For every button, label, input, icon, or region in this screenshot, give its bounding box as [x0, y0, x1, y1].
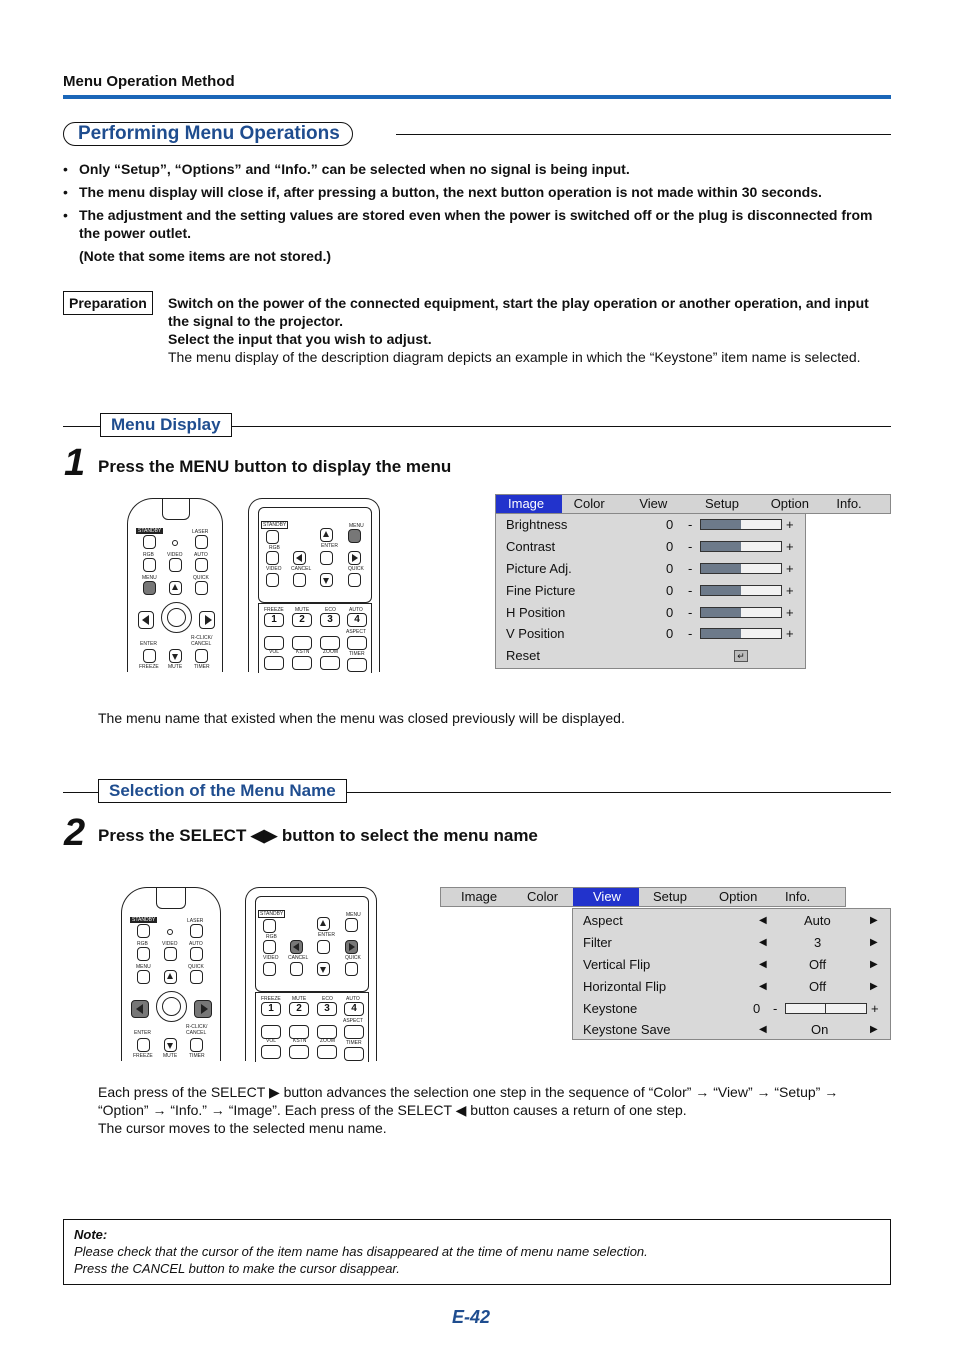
osd-row[interactable]	[573, 932, 890, 954]
caption: The menu name that existed when the menu was closed previously will be displayed.	[98, 710, 625, 726]
standby-button[interactable]	[143, 535, 156, 549]
enter-label: ENTER	[140, 641, 157, 647]
cancel-label: CANCEL	[186, 1030, 207, 1036]
vol-label: VOL	[266, 1038, 277, 1044]
eco-label: ECO	[325, 607, 336, 613]
osd-menu-bar	[440, 887, 846, 907]
rgb-label: RGB	[266, 934, 277, 940]
vol-label: VOL	[269, 649, 280, 655]
bullet-item: • Only “Setup”, “Options” and “Info.” can be selected when no signal is being input.	[63, 160, 891, 178]
number-2-button[interactable]: 2	[289, 1002, 309, 1016]
menu-label: MENU	[346, 912, 361, 918]
osd-item-value: 0	[666, 626, 674, 642]
osd-row[interactable]	[496, 601, 805, 623]
osd-tab-color[interactable]: Color	[573, 496, 605, 511]
osd-item-value: 0	[753, 1000, 761, 1016]
freeze-label: FREEZE	[139, 664, 159, 670]
laser-label: LASER	[192, 529, 209, 535]
step-instruction: Press the MENU button to display the menu	[98, 457, 452, 476]
remote-control-inner	[245, 887, 377, 1061]
step-number: 2	[64, 812, 86, 854]
left-arrow-icon	[142, 615, 149, 625]
up-button[interactable]	[320, 528, 333, 542]
osd-item-name: Keystone Save	[583, 1022, 671, 1038]
indicator-led	[167, 929, 173, 935]
osd-item-value: 0	[666, 539, 674, 555]
osd-tab-view[interactable]: View	[573, 888, 639, 906]
cancel-button[interactable]	[190, 1038, 203, 1052]
menu-label: MENU	[136, 964, 151, 970]
aspect-label: ASPECT	[343, 1018, 364, 1024]
quick-label: QUICK	[193, 575, 209, 581]
number-3-button[interactable]: 3	[320, 613, 340, 627]
osd-item-name: Contrast	[506, 539, 556, 555]
plus-sign: +	[786, 517, 794, 533]
osd-item-name: Brightness	[506, 517, 568, 533]
osd-tab-image[interactable]: Image	[496, 495, 562, 513]
caption-line: The cursor moves to the selected menu name.	[98, 1120, 387, 1136]
minus-sign: -	[688, 626, 693, 642]
osd-tab-option[interactable]: Option	[719, 889, 758, 904]
minus-sign: -	[688, 517, 693, 533]
zoom-down-button[interactable]	[320, 656, 340, 670]
osd-item-panel	[495, 514, 806, 669]
number-1-button[interactable]: 1	[264, 613, 284, 627]
freeze-label: FREEZE	[261, 996, 281, 1002]
preparation-label: Preparation	[63, 291, 153, 315]
bullet-item: • The adjustment and the setting values are stored even when the power is switched off or the plug is disconnected from the power outlet.	[63, 206, 891, 242]
kstn-label: KSTN	[296, 649, 310, 655]
step-number: 1	[64, 442, 86, 484]
standby-label: STANDBY	[263, 522, 287, 528]
standby-button[interactable]	[263, 919, 276, 933]
quick-label: QUICK	[188, 964, 204, 970]
osd-tab-color[interactable]: Color	[527, 889, 559, 904]
note-line: Press the CANCEL button to make the cursor disappear.	[74, 1261, 400, 1276]
left-arrow-icon: ◀	[759, 1024, 767, 1036]
plus-sign: +	[786, 539, 794, 555]
osd-item-name: Filter	[583, 935, 612, 951]
cancel-button[interactable]	[290, 962, 303, 976]
auto-label: AUTO	[189, 941, 203, 947]
caption	[98, 1083, 891, 1137]
note-label: Note:	[74, 1227, 108, 1242]
right-arrow-icon	[201, 1004, 208, 1014]
left-arrow-icon	[296, 554, 302, 562]
video-button[interactable]	[263, 962, 276, 976]
aspect-button[interactable]	[344, 1025, 364, 1039]
osd-item-name: H Position	[506, 604, 566, 620]
left-arrow-icon	[293, 943, 299, 951]
menu-label: MENU	[349, 523, 364, 529]
osd-item-value: 0	[666, 604, 674, 620]
enter-button[interactable]	[137, 1038, 150, 1052]
title-rule	[396, 134, 891, 135]
up-arrow-icon	[167, 973, 173, 979]
plus-sign: +	[786, 626, 794, 642]
freeze-label: FREEZE	[264, 607, 284, 613]
minus-sign: -	[688, 560, 693, 576]
menu-button[interactable]	[137, 970, 150, 984]
osd-row[interactable]	[496, 536, 805, 558]
mute-label: MUTE	[292, 996, 307, 1002]
note-line: Please check that the cursor of the item name has disappeared at the time of menu name selection.	[74, 1244, 648, 1259]
preparation-line: Switch on the power of the connected equipment, start the play operation or another operation, and input the signal to the projector.	[168, 295, 869, 329]
kstn-down-button[interactable]	[292, 656, 312, 670]
caption-line: “Option” → “Info.” → “Image”. Each press of the SELECT ◀ button causes a return of one step.	[98, 1102, 687, 1118]
osd-slider[interactable]	[785, 1003, 867, 1014]
standby-label: STANDBY	[260, 911, 284, 917]
timer-label: TIMER	[194, 664, 210, 670]
osd-item-value: 0	[666, 582, 674, 598]
remote-emitter	[162, 498, 190, 520]
indicator-led	[172, 540, 178, 546]
menu-button[interactable]	[143, 581, 156, 595]
zoom-label: ZOOM	[323, 649, 338, 655]
down-arrow-icon	[323, 578, 329, 584]
header-rule	[63, 95, 891, 99]
osd-row[interactable]	[496, 623, 805, 645]
timer-button[interactable]	[347, 658, 367, 672]
video-button[interactable]	[164, 947, 177, 961]
timer-label: TIMER	[349, 651, 365, 657]
left-arrow-icon: ◀	[759, 958, 767, 970]
down-button[interactable]	[164, 1038, 177, 1052]
osd-item-name: Horizontal Flip	[583, 978, 667, 994]
kstn-up-button[interactable]	[292, 636, 312, 650]
enter-label: ENTER	[318, 932, 335, 938]
osd-tab-info[interactable]: Info.	[836, 496, 862, 511]
select-right-button[interactable]	[194, 1000, 212, 1018]
timer-label: TIMER	[189, 1053, 205, 1059]
osd-item-name: Vertical Flip	[583, 956, 651, 972]
video-button[interactable]	[169, 558, 182, 572]
number-1-button[interactable]: 1	[261, 1002, 281, 1016]
left-button[interactable]	[293, 551, 306, 565]
aspect-button[interactable]	[347, 636, 367, 650]
osd-item-panel	[572, 908, 891, 1040]
right-arrow-icon	[205, 615, 212, 625]
rgb-label: RGB	[269, 545, 280, 551]
osd-tab-image[interactable]: Image	[461, 889, 498, 904]
minus-sign: -	[773, 1000, 778, 1016]
select-right-button[interactable]	[345, 940, 358, 954]
timer-label: TIMER	[346, 1040, 362, 1046]
mute-label: MUTE	[168, 664, 183, 670]
osd-tab-view[interactable]: View	[639, 496, 668, 511]
osd-item-value: 0	[666, 517, 674, 533]
minus-sign: -	[688, 604, 693, 620]
rgb-label: RGB	[143, 552, 154, 558]
rgb-button[interactable]	[143, 558, 156, 572]
rgb-button[interactable]	[263, 940, 276, 954]
zoom-up-button[interactable]	[320, 636, 340, 650]
right-arrow-icon: ▶	[870, 980, 878, 992]
down-arrow-icon	[172, 654, 178, 660]
osd-row[interactable]	[573, 910, 890, 932]
osd-item-value: 3	[814, 935, 822, 951]
cancel-button[interactable]	[195, 649, 208, 663]
osd-menu-bar	[495, 494, 891, 514]
osd-item-value: Auto	[804, 913, 831, 929]
down-button[interactable]	[169, 649, 182, 663]
right-button[interactable]	[348, 551, 361, 565]
kstn-up-button[interactable]	[289, 1025, 309, 1039]
right-arrow-icon: ▶	[870, 937, 878, 949]
auto-label: AUTO	[349, 607, 363, 613]
select-left-button[interactable]	[290, 940, 303, 954]
quick-button[interactable]	[348, 573, 361, 587]
osd-item-name: Aspect	[583, 913, 623, 929]
auto-label: AUTO	[346, 996, 360, 1002]
enter-button[interactable]	[143, 649, 156, 663]
left-arrow-icon: ◀	[759, 915, 767, 927]
page-number: E-42	[452, 1307, 491, 1327]
osd-item-value: Off	[809, 978, 827, 994]
vol-down-button[interactable]	[261, 1045, 281, 1059]
osd-tab-setup[interactable]: Setup	[705, 496, 739, 511]
osd-row[interactable]	[573, 954, 890, 976]
osd-item-name: Keystone	[583, 1000, 638, 1016]
left-arrow-icon: ◀	[759, 937, 767, 949]
freeze-label: FREEZE	[133, 1053, 153, 1059]
osd-slider[interactable]	[700, 585, 782, 596]
osd-slider[interactable]	[700, 541, 782, 552]
right-arrow-icon: ▶	[870, 1024, 878, 1036]
standby-label: STANDBY	[138, 528, 162, 534]
timer-button[interactable]	[344, 1047, 364, 1061]
osd-row[interactable]	[496, 558, 805, 580]
video-label: VIDEO	[263, 955, 279, 961]
enter-label: ENTER	[134, 1030, 151, 1036]
left-arrow-icon	[136, 1004, 143, 1014]
vol-up-button[interactable]	[264, 636, 284, 650]
auto-button[interactable]	[195, 558, 208, 572]
zoom-label: ZOOM	[320, 1038, 335, 1044]
remote-control-front	[127, 498, 223, 672]
left-button[interactable]	[138, 611, 154, 629]
osd-slider[interactable]	[700, 628, 782, 639]
rgb-button[interactable]	[266, 551, 279, 565]
osd-tab-option[interactable]: Option	[770, 496, 809, 511]
quick-button[interactable]	[195, 581, 208, 595]
aspect-label: ASPECT	[346, 629, 367, 635]
cancel-label: CANCEL	[191, 641, 212, 647]
down-arrow-icon	[320, 967, 326, 973]
osd-item-name: Reset	[506, 648, 540, 664]
up-arrow-icon	[172, 584, 178, 590]
minus-sign: -	[688, 582, 693, 598]
down-button[interactable]	[317, 962, 330, 976]
quick-label: QUICK	[348, 566, 364, 572]
plus-sign: +	[786, 604, 794, 620]
osd-row[interactable]	[496, 514, 805, 536]
down-button[interactable]	[320, 573, 333, 587]
remote-emitter	[156, 887, 186, 909]
up-button[interactable]	[317, 917, 330, 931]
rgb-button[interactable]	[137, 947, 150, 961]
number-2-button[interactable]: 2	[292, 613, 312, 627]
rgb-label: RGB	[137, 941, 148, 947]
preparation-line: Select the input that you wish to adjust.	[168, 331, 432, 347]
video-label: VIDEO	[266, 566, 282, 572]
mute-label: MUTE	[295, 607, 310, 613]
bullet-list	[63, 160, 891, 265]
right-button[interactable]	[199, 611, 215, 629]
section-menu-display: Menu Display	[100, 413, 232, 437]
osd-slider[interactable]	[700, 519, 782, 530]
right-arrow-icon	[352, 554, 358, 562]
standby-label: STANDBY	[132, 917, 156, 923]
quick-button[interactable]	[190, 970, 203, 984]
page-title: Performing Menu Operations	[63, 122, 353, 146]
osd-item-value: 0	[666, 560, 674, 576]
laser-button[interactable]	[190, 924, 203, 938]
zoom-up-button[interactable]	[317, 1025, 337, 1039]
osd-item-value: Off	[809, 956, 827, 972]
note-box	[63, 1219, 891, 1285]
up-button[interactable]	[169, 581, 182, 595]
cancel-button[interactable]	[293, 573, 306, 587]
bullet-note: (Note that some items are not stored.)	[79, 248, 332, 264]
osd-slider[interactable]	[700, 563, 782, 574]
plus-sign: +	[786, 582, 794, 598]
r-click-label: R-CLICK/	[186, 1024, 208, 1030]
quick-button[interactable]	[345, 962, 358, 976]
right-arrow-icon	[349, 943, 355, 951]
section-menu-name: Selection of the Menu Name	[98, 779, 347, 803]
osd-item-name: Fine Picture	[506, 582, 576, 598]
step-instruction: Press the SELECT ◀▶ button to select the menu name	[98, 826, 538, 845]
cancel-label: CANCEL	[288, 955, 309, 961]
eco-label: ECO	[322, 996, 333, 1002]
enter-button[interactable]	[320, 551, 333, 565]
vol-down-button[interactable]	[264, 656, 284, 670]
osd-tab-info[interactable]: Info.	[785, 889, 811, 904]
down-arrow-icon	[167, 1043, 173, 1049]
remote-control-inner	[248, 498, 380, 672]
laser-button[interactable]	[195, 535, 208, 549]
enter-button[interactable]	[317, 940, 330, 954]
video-button[interactable]	[266, 573, 279, 587]
left-arrow-icon: ◀	[759, 980, 767, 992]
video-label: VIDEO	[167, 552, 183, 558]
r-click-pad[interactable]	[167, 608, 186, 627]
preparation-text	[168, 294, 891, 366]
video-label: VIDEO	[162, 941, 178, 947]
section-header: Menu Operation Method	[63, 73, 235, 90]
auto-label: AUTO	[194, 552, 208, 558]
laser-label: LASER	[187, 918, 204, 924]
osd-slider[interactable]	[700, 607, 782, 618]
osd-row[interactable]	[573, 997, 890, 1019]
osd-menu-image	[495, 494, 891, 669]
r-click-label: R-CLICK/	[191, 635, 213, 641]
remote-control-front	[121, 887, 221, 1061]
osd-row[interactable]	[573, 1019, 890, 1041]
osd-item-name: Picture Adj.	[506, 560, 572, 576]
kstn-label: KSTN	[293, 1038, 307, 1044]
osd-item-value: On	[811, 1022, 829, 1038]
auto-button[interactable]	[190, 947, 203, 961]
menu-button[interactable]	[345, 918, 358, 932]
menu-label: MENU	[142, 575, 157, 581]
vol-up-button[interactable]	[261, 1025, 281, 1039]
select-left-button[interactable]	[131, 1000, 149, 1018]
osd-item-name: V Position	[506, 626, 565, 642]
osd-tab-setup[interactable]: Setup	[653, 889, 687, 904]
number-3-button[interactable]: 3	[317, 1002, 337, 1016]
caption-line: Each press of the SELECT ▶ button advances the selection one step in the sequence of “Color” → “View” → “Setup” →	[98, 1084, 839, 1100]
plus-sign: +	[871, 1000, 879, 1016]
standby-button[interactable]	[266, 530, 279, 544]
enter-label: ENTER	[321, 543, 338, 549]
number-4-button[interactable]: 4	[347, 613, 367, 627]
right-arrow-icon: ▶	[870, 915, 878, 927]
kstn-down-button[interactable]	[289, 1045, 309, 1059]
up-arrow-icon	[320, 920, 326, 926]
osd-row[interactable]	[496, 645, 805, 667]
up-button[interactable]	[164, 970, 177, 984]
r-click-pad[interactable]	[162, 997, 181, 1016]
bullet-item: • The menu display will close if, after pressing a button, the next button operation is not made within 30 seconds.	[63, 183, 891, 201]
plus-sign: +	[786, 560, 794, 576]
right-arrow-icon: ▶	[870, 958, 878, 970]
enter-icon[interactable]: ↵	[734, 650, 748, 662]
osd-row[interactable]	[573, 975, 890, 997]
zoom-down-button[interactable]	[317, 1045, 337, 1059]
cancel-label: CANCEL	[291, 566, 312, 572]
quick-label: QUICK	[345, 955, 361, 961]
standby-button[interactable]	[137, 924, 150, 938]
minus-sign: -	[688, 539, 693, 555]
osd-row[interactable]	[496, 579, 805, 601]
number-4-button[interactable]: 4	[344, 1002, 364, 1016]
menu-button[interactable]	[348, 529, 361, 543]
osd-menu-view	[440, 887, 891, 1038]
preparation-line: The menu display of the description diagram depicts an example in which the “Keystone” item name is selected.	[168, 349, 861, 365]
mute-label: MUTE	[163, 1053, 178, 1059]
up-arrow-icon	[323, 531, 329, 537]
